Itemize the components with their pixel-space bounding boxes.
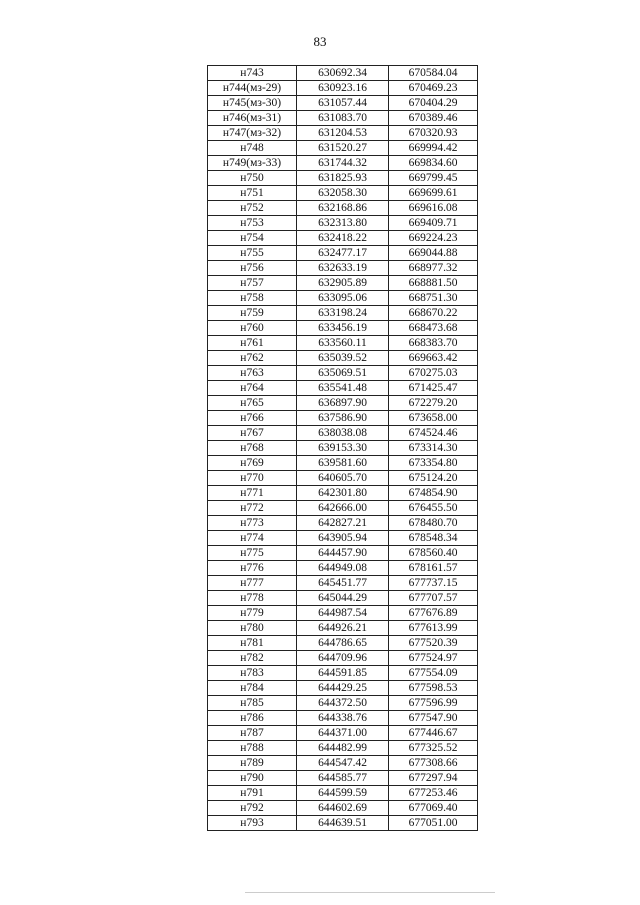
y-coordinate-cell: 669699.61 — [389, 186, 478, 201]
x-coordinate-cell: 645044.29 — [297, 591, 389, 606]
point-name-cell: н789 — [208, 756, 297, 771]
table-row — [208, 471, 478, 486]
y-coordinate-cell: 669834.60 — [389, 156, 478, 171]
y-coordinate-cell: 677707.57 — [389, 591, 478, 606]
table-row — [208, 681, 478, 696]
x-coordinate-cell: 644482.99 — [297, 741, 389, 756]
x-coordinate-cell: 631520.27 — [297, 141, 389, 156]
point-name-cell: н745(мз-30) — [208, 96, 297, 111]
y-coordinate-cell: 673314.30 — [389, 441, 478, 456]
y-coordinate-cell: 677547.90 — [389, 711, 478, 726]
point-name-cell: н764 — [208, 381, 297, 396]
point-name-cell: н792 — [208, 801, 297, 816]
point-name-cell: н776 — [208, 561, 297, 576]
point-name-cell: н755 — [208, 246, 297, 261]
page-number: 83 — [313, 34, 327, 49]
x-coordinate-cell: 633095.06 — [297, 291, 389, 306]
table-row — [208, 366, 478, 381]
y-coordinate-cell: 668473.68 — [389, 321, 478, 336]
table-row — [208, 606, 478, 621]
point-name-cell: н757 — [208, 276, 297, 291]
point-name-cell: н750 — [208, 171, 297, 186]
y-coordinate-cell: 677253.46 — [389, 786, 478, 801]
y-coordinate-cell: 677069.40 — [389, 801, 478, 816]
table-row — [208, 201, 478, 216]
table-row — [208, 756, 478, 771]
table-row — [208, 126, 478, 141]
y-coordinate-cell: 674524.46 — [389, 426, 478, 441]
x-coordinate-cell: 633560.11 — [297, 336, 389, 351]
point-name-cell: н793 — [208, 816, 297, 831]
table-row — [208, 531, 478, 546]
y-coordinate-cell: 670404.29 — [389, 96, 478, 111]
table-row — [208, 501, 478, 516]
x-coordinate-cell: 644371.00 — [297, 726, 389, 741]
x-coordinate-cell: 632418.22 — [297, 231, 389, 246]
x-coordinate-cell: 631204.53 — [297, 126, 389, 141]
coordinates-table-body — [208, 66, 478, 831]
table-row — [208, 111, 478, 126]
y-coordinate-cell: 670469.23 — [389, 81, 478, 96]
x-coordinate-cell: 637586.90 — [297, 411, 389, 426]
y-coordinate-cell: 669409.71 — [389, 216, 478, 231]
y-coordinate-cell: 677524.97 — [389, 651, 478, 666]
x-coordinate-cell: 635039.52 — [297, 351, 389, 366]
x-coordinate-cell: 644457.90 — [297, 546, 389, 561]
table-row — [208, 741, 478, 756]
y-coordinate-cell: 678480.70 — [389, 516, 478, 531]
point-name-cell: н767 — [208, 426, 297, 441]
x-coordinate-cell: 645451.77 — [297, 576, 389, 591]
point-name-cell: н766 — [208, 411, 297, 426]
x-coordinate-cell: 630923.16 — [297, 81, 389, 96]
y-coordinate-cell: 668977.32 — [389, 261, 478, 276]
x-coordinate-cell: 642666.00 — [297, 501, 389, 516]
point-name-cell: н786 — [208, 711, 297, 726]
point-name-cell: н744(мз-29) — [208, 81, 297, 96]
point-name-cell: н780 — [208, 621, 297, 636]
y-coordinate-cell: 677596.99 — [389, 696, 478, 711]
table-row — [208, 561, 478, 576]
y-coordinate-cell: 677676.89 — [389, 606, 478, 621]
y-coordinate-cell: 673354.80 — [389, 456, 478, 471]
y-coordinate-cell: 677613.99 — [389, 621, 478, 636]
point-name-cell: н781 — [208, 636, 297, 651]
x-coordinate-cell: 642827.21 — [297, 516, 389, 531]
table-row — [208, 171, 478, 186]
x-coordinate-cell: 631083.70 — [297, 111, 389, 126]
x-coordinate-cell: 632477.17 — [297, 246, 389, 261]
table-row — [208, 441, 478, 456]
x-coordinate-cell: 636897.90 — [297, 396, 389, 411]
x-coordinate-cell: 644987.54 — [297, 606, 389, 621]
point-name-cell: н761 — [208, 336, 297, 351]
y-coordinate-cell: 678548.34 — [389, 531, 478, 546]
point-name-cell: н783 — [208, 666, 297, 681]
table-row — [208, 381, 478, 396]
table-row — [208, 246, 478, 261]
table-row — [208, 66, 478, 81]
x-coordinate-cell: 644602.69 — [297, 801, 389, 816]
table-row — [208, 186, 478, 201]
table-row — [208, 786, 478, 801]
x-coordinate-cell: 638038.08 — [297, 426, 389, 441]
y-coordinate-cell: 677051.00 — [389, 816, 478, 831]
table-row — [208, 396, 478, 411]
y-coordinate-cell: 668383.70 — [389, 336, 478, 351]
table-row — [208, 801, 478, 816]
point-name-cell: н787 — [208, 726, 297, 741]
y-coordinate-cell: 668751.30 — [389, 291, 478, 306]
table-row — [208, 426, 478, 441]
x-coordinate-cell: 644709.96 — [297, 651, 389, 666]
y-coordinate-cell: 677598.53 — [389, 681, 478, 696]
point-name-cell: н775 — [208, 546, 297, 561]
point-name-cell: н779 — [208, 606, 297, 621]
table-row — [208, 516, 478, 531]
x-coordinate-cell: 644786.65 — [297, 636, 389, 651]
y-coordinate-cell: 678161.57 — [389, 561, 478, 576]
table-row — [208, 216, 478, 231]
point-name-cell: н753 — [208, 216, 297, 231]
point-name-cell: н751 — [208, 186, 297, 201]
y-coordinate-cell: 670389.46 — [389, 111, 478, 126]
table-row — [208, 486, 478, 501]
y-coordinate-cell: 675124.20 — [389, 471, 478, 486]
x-coordinate-cell: 631825.93 — [297, 171, 389, 186]
point-name-cell: н762 — [208, 351, 297, 366]
table-row — [208, 591, 478, 606]
point-name-cell: н765 — [208, 396, 297, 411]
x-coordinate-cell: 644926.21 — [297, 621, 389, 636]
x-coordinate-cell: 639581.60 — [297, 456, 389, 471]
coordinates-table — [207, 65, 478, 831]
point-name-cell: н752 — [208, 201, 297, 216]
point-name-cell: н763 — [208, 366, 297, 381]
point-name-cell: н748 — [208, 141, 297, 156]
x-coordinate-cell: 644585.77 — [297, 771, 389, 786]
point-name-cell: н747(мз-32) — [208, 126, 297, 141]
table-row — [208, 636, 478, 651]
table-row — [208, 651, 478, 666]
y-coordinate-cell: 668881.50 — [389, 276, 478, 291]
point-name-cell: н771 — [208, 486, 297, 501]
x-coordinate-cell: 632905.89 — [297, 276, 389, 291]
x-coordinate-cell: 644372.50 — [297, 696, 389, 711]
y-coordinate-cell: 677308.66 — [389, 756, 478, 771]
y-coordinate-cell: 670584.04 — [389, 66, 478, 81]
x-coordinate-cell: 635069.51 — [297, 366, 389, 381]
point-name-cell: н790 — [208, 771, 297, 786]
x-coordinate-cell: 632633.19 — [297, 261, 389, 276]
point-name-cell: н754 — [208, 231, 297, 246]
x-coordinate-cell: 632313.80 — [297, 216, 389, 231]
x-coordinate-cell: 640605.70 — [297, 471, 389, 486]
x-coordinate-cell: 632168.86 — [297, 201, 389, 216]
point-name-cell: н773 — [208, 516, 297, 531]
table-row — [208, 156, 478, 171]
x-coordinate-cell: 642301.80 — [297, 486, 389, 501]
point-name-cell: н774 — [208, 531, 297, 546]
y-coordinate-cell: 677297.94 — [389, 771, 478, 786]
point-name-cell: н749(мз-33) — [208, 156, 297, 171]
table-row — [208, 306, 478, 321]
x-coordinate-cell: 630692.34 — [297, 66, 389, 81]
y-coordinate-cell: 677520.39 — [389, 636, 478, 651]
table-row — [208, 321, 478, 336]
table-row — [208, 351, 478, 366]
x-coordinate-cell: 633456.19 — [297, 321, 389, 336]
y-coordinate-cell: 668670.22 — [389, 306, 478, 321]
table-row — [208, 96, 478, 111]
point-name-cell: н769 — [208, 456, 297, 471]
table-row — [208, 816, 478, 831]
x-coordinate-cell: 644429.25 — [297, 681, 389, 696]
y-coordinate-cell: 669663.42 — [389, 351, 478, 366]
point-name-cell: н778 — [208, 591, 297, 606]
y-coordinate-cell: 669994.42 — [389, 141, 478, 156]
point-name-cell: н758 — [208, 291, 297, 306]
table-row — [208, 276, 478, 291]
point-name-cell: н759 — [208, 306, 297, 321]
x-coordinate-cell: 644338.76 — [297, 711, 389, 726]
x-coordinate-cell: 632058.30 — [297, 186, 389, 201]
x-coordinate-cell: 644639.51 — [297, 816, 389, 831]
x-coordinate-cell: 635541.48 — [297, 381, 389, 396]
point-name-cell: н772 — [208, 501, 297, 516]
table-row — [208, 726, 478, 741]
y-coordinate-cell: 670320.93 — [389, 126, 478, 141]
y-coordinate-cell: 673658.00 — [389, 411, 478, 426]
x-coordinate-cell: 644949.08 — [297, 561, 389, 576]
y-coordinate-cell: 676455.50 — [389, 501, 478, 516]
point-name-cell: н782 — [208, 651, 297, 666]
y-coordinate-cell: 678560.40 — [389, 546, 478, 561]
y-coordinate-cell: 677325.52 — [389, 741, 478, 756]
x-coordinate-cell: 644547.42 — [297, 756, 389, 771]
x-coordinate-cell: 633198.24 — [297, 306, 389, 321]
y-coordinate-cell: 672279.20 — [389, 396, 478, 411]
y-coordinate-cell: 674854.90 — [389, 486, 478, 501]
y-coordinate-cell: 671425.47 — [389, 381, 478, 396]
point-name-cell: н788 — [208, 741, 297, 756]
point-name-cell: н746(мз-31) — [208, 111, 297, 126]
table-row — [208, 336, 478, 351]
point-name-cell: н791 — [208, 786, 297, 801]
point-name-cell: н770 — [208, 471, 297, 486]
y-coordinate-cell: 677737.15 — [389, 576, 478, 591]
point-name-cell: н785 — [208, 696, 297, 711]
x-coordinate-cell: 644599.59 — [297, 786, 389, 801]
table-row — [208, 231, 478, 246]
y-coordinate-cell: 669224.23 — [389, 231, 478, 246]
table-row — [208, 576, 478, 591]
table-row — [208, 546, 478, 561]
table-row — [208, 771, 478, 786]
x-coordinate-cell: 631744.32 — [297, 156, 389, 171]
table-row — [208, 711, 478, 726]
table-row — [208, 261, 478, 276]
table-row — [208, 456, 478, 471]
y-coordinate-cell: 677446.67 — [389, 726, 478, 741]
y-coordinate-cell: 677554.09 — [389, 666, 478, 681]
x-coordinate-cell: 644591.85 — [297, 666, 389, 681]
point-name-cell: н768 — [208, 441, 297, 456]
y-coordinate-cell: 669044.88 — [389, 246, 478, 261]
point-name-cell: н760 — [208, 321, 297, 336]
table-row — [208, 141, 478, 156]
table-row — [208, 621, 478, 636]
point-name-cell: н777 — [208, 576, 297, 591]
footer-divider — [245, 892, 495, 893]
y-coordinate-cell: 669616.08 — [389, 201, 478, 216]
point-name-cell: н743 — [208, 66, 297, 81]
table-row — [208, 291, 478, 306]
x-coordinate-cell: 639153.30 — [297, 441, 389, 456]
table-row — [208, 81, 478, 96]
x-coordinate-cell: 643905.94 — [297, 531, 389, 546]
point-name-cell: н784 — [208, 681, 297, 696]
x-coordinate-cell: 631057.44 — [297, 96, 389, 111]
table-row — [208, 411, 478, 426]
y-coordinate-cell: 669799.45 — [389, 171, 478, 186]
point-name-cell: н756 — [208, 261, 297, 276]
table-row — [208, 696, 478, 711]
table-row — [208, 666, 478, 681]
y-coordinate-cell: 670275.03 — [389, 366, 478, 381]
